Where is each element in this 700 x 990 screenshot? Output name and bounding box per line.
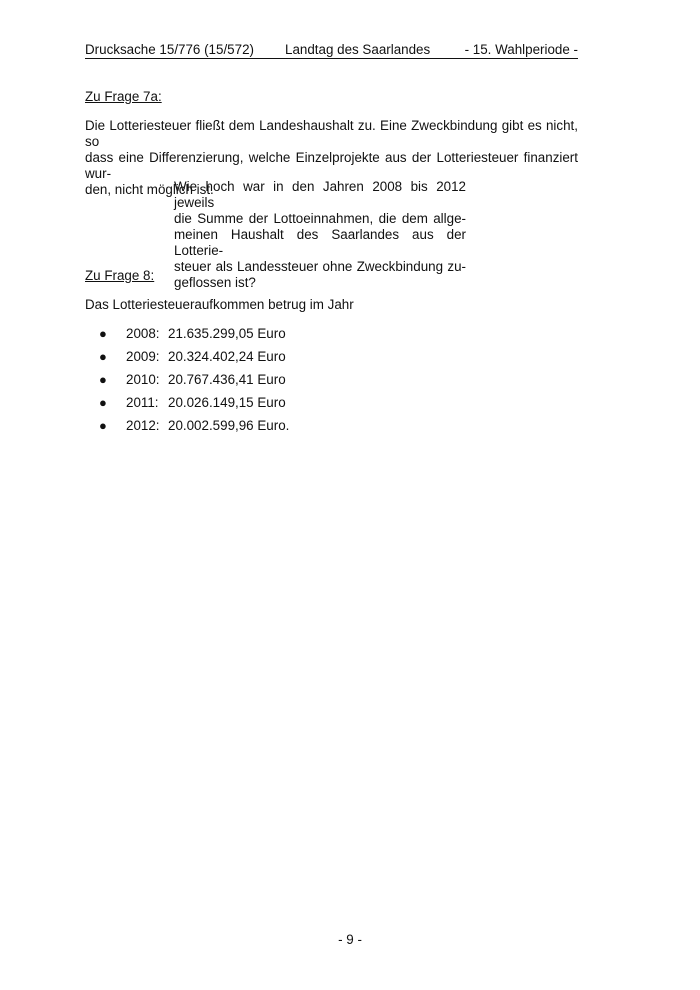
list-item-amount: 20.002.599,96 Euro. <box>168 418 290 433</box>
question-line: die Summe der Lottoeinnahmen, die dem allge- <box>174 211 466 226</box>
list-item-amount: 20.767.436,41 Euro <box>168 372 286 387</box>
legislative-period: - 15. Wahlperiode - <box>464 42 578 57</box>
section-heading-question-8: Zu Frage 8: <box>85 268 155 283</box>
question-line: meinen Haushalt des Saarlandes aus der Lotterie- <box>174 227 466 258</box>
list-item-amount: 20.324.402,24 Euro <box>168 349 286 364</box>
bullet-icon: ● <box>99 372 107 387</box>
question-8-text <box>174 179 466 291</box>
parliament-name: Landtag des Saarlandes <box>285 42 431 57</box>
answer-line: den, nicht möglich ist. <box>85 182 214 197</box>
question-line: geflossen ist? <box>174 275 256 290</box>
list-item-year: 2009: <box>126 349 160 364</box>
list-item-year: 2008: <box>126 326 160 341</box>
bullet-icon: ● <box>99 326 107 341</box>
document-number: Drucksache 15/776 (15/572) <box>85 42 254 57</box>
answer-intro-8: Das Lotteriesteueraufkommen betrug im Jahr <box>85 297 354 312</box>
section-heading-question-7a: Zu Frage 7a: <box>85 89 162 104</box>
list-item-year: 2010: <box>126 372 160 387</box>
list-item-year: 2012: <box>126 418 160 433</box>
question-line: steuer als Landessteuer ohne Zweckbindung zu- <box>174 259 466 274</box>
question-line: Wie hoch war in den Jahren 2008 bis 2012 jeweils <box>174 179 466 210</box>
answer-line: Die Lotteriesteuer fließt dem Landeshaushalt zu. Eine Zweckbindung gibt es nicht, so <box>85 118 578 149</box>
list-item-year: 2011: <box>126 395 159 410</box>
bullet-icon: ● <box>99 349 107 364</box>
page-header <box>85 42 578 59</box>
bullet-icon: ● <box>99 395 107 410</box>
list-item-amount: 21.635.299,05 Euro <box>168 326 286 341</box>
page-number: - 9 - <box>338 932 362 947</box>
list-item-amount: 20.026.149,15 Euro <box>168 395 286 410</box>
answer-line: dass eine Differenzierung, welche Einzelprojekte aus der Lotteriesteuer finanziert wur- <box>85 150 578 181</box>
bullet-icon: ● <box>99 418 107 433</box>
